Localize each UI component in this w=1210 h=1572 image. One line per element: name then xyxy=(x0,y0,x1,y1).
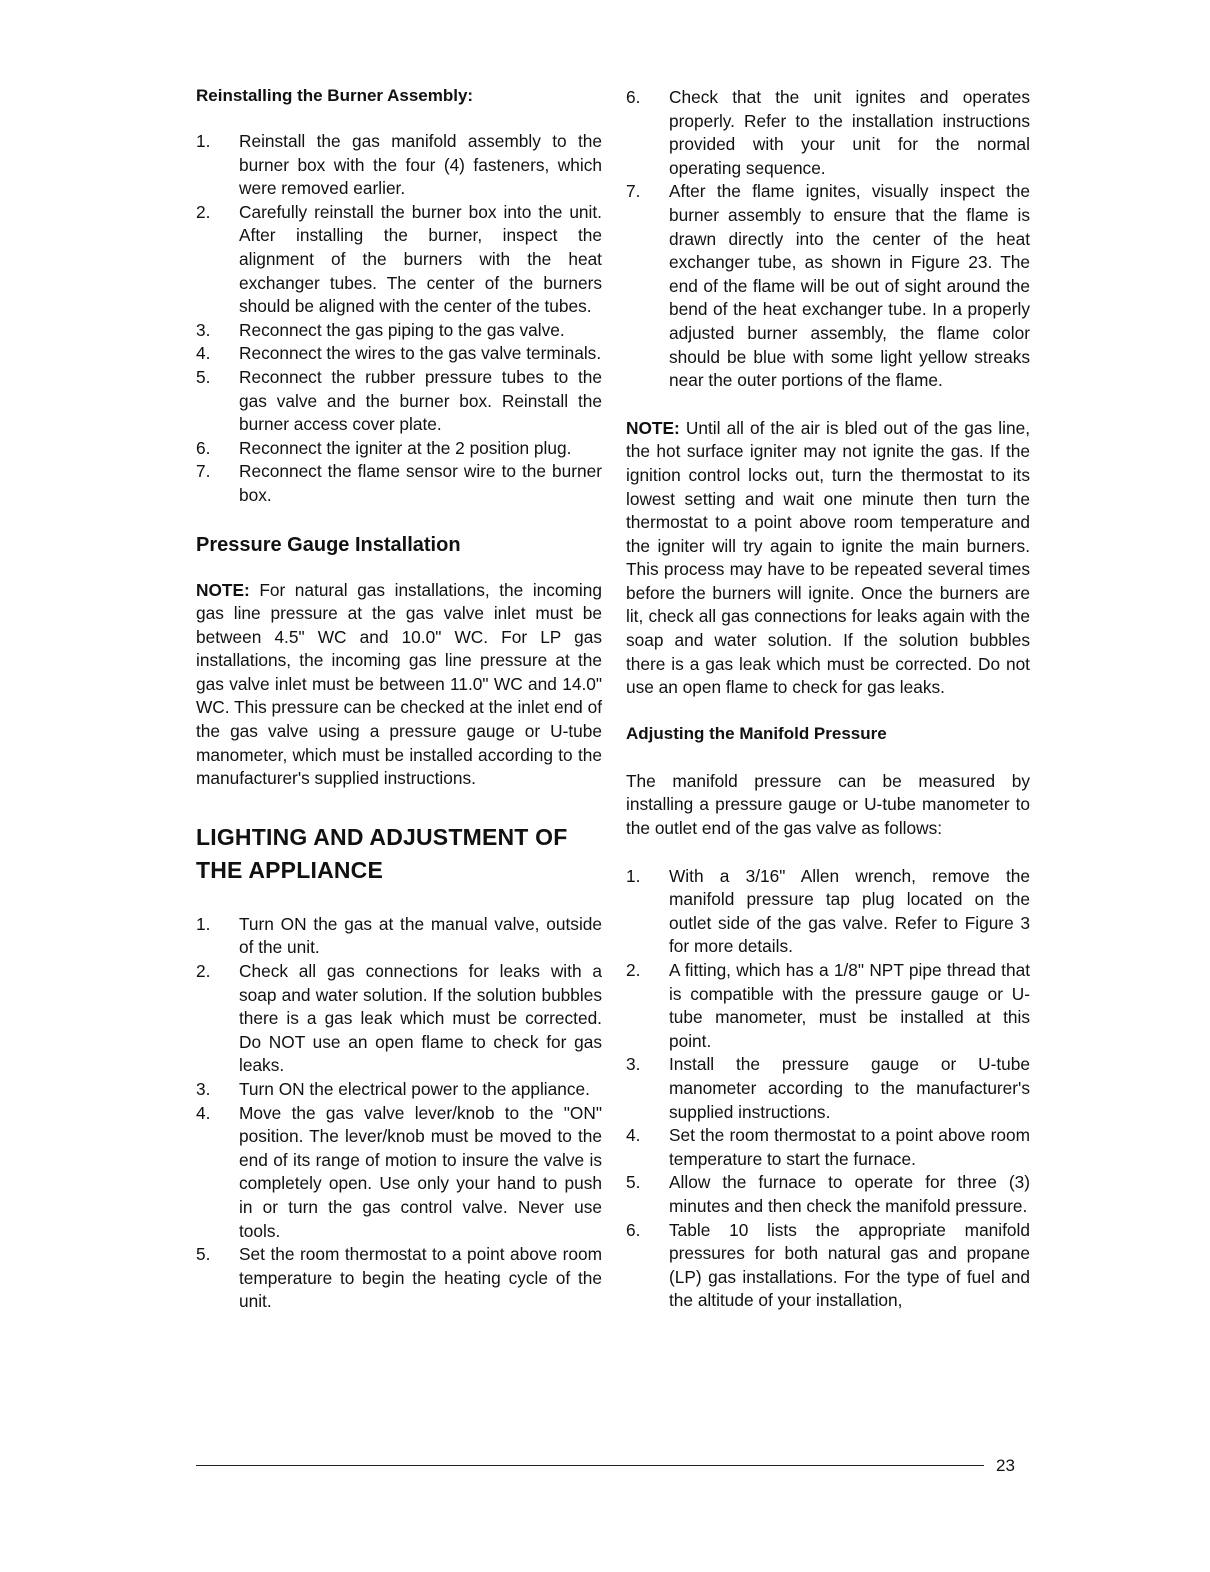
manifold-intro: The manifold pressure can be measured by installing a pressure gauge or U-tube manometer to the outlet end of the gas valve as follows: xyxy=(626,770,1030,839)
list-item xyxy=(196,366,602,437)
list-item xyxy=(626,1171,1030,1218)
list-item-number: 4. xyxy=(626,1125,641,1146)
list-item xyxy=(626,86,1030,180)
list-item-number: 5. xyxy=(626,1172,641,1193)
list-item-number: 5. xyxy=(196,1244,211,1265)
list-item-text: After the flame ignites, visually inspect the burner assembly to ensure that the flame is drawn directly into the center of the heat exchanger tube, as shown in Figure 23. The end of the flame will be out of sight around the bend of the heat exchanger tube. In a properly adjusted burner assembly, the flame color should be blue with some light yellow streaks near the outer portions of the flame. xyxy=(669,181,1030,391)
left-column xyxy=(196,86,602,1314)
reinstall-steps-list xyxy=(196,130,602,508)
list-item-number: 6. xyxy=(196,437,211,458)
lighting-heading-line1: LIGHTING AND ADJUSTMENT OF xyxy=(196,823,568,850)
list-item-number: 1. xyxy=(196,131,211,151)
igniter-note-text: Until all of the air is bled out of the gas line, the hot surface igniter may not ignite the gas. If the ignition control locks out, turn the thermostat to its lowest setting and wait one minute then turn the thermostat to a point above room temperature and the igniter will try again to ignite the main burners. This process may have to be repeated several times before the burners will ignite. Once the burners are lit, check all gas connections for leaks again with the soap and water solution. If the solution bubbles there is a gas leak which must be corrected. Do not use an open flame to check for gas leaks. xyxy=(626,417,1030,698)
list-item xyxy=(626,1053,1030,1124)
right-column xyxy=(626,86,1030,1313)
list-item-number: 2. xyxy=(626,960,641,980)
list-item xyxy=(196,1243,602,1314)
list-item-text: Reinstall the gas manifold assembly to the burner box with the four (4) fasteners, which were removed earlier. xyxy=(239,131,602,199)
list-item-number: 5. xyxy=(196,366,211,387)
list-item-text: Install the pressure gauge or U-tube manometer according to the manufacturer's supplied instructions. xyxy=(669,1054,1030,1122)
list-item-number: 3. xyxy=(196,1079,211,1099)
list-item-text: Turn ON the gas at the manual valve, outside of the unit. xyxy=(239,913,602,958)
gauge-heading: Pressure Gauge Installation xyxy=(196,533,461,556)
list-item-text: Allow the furnace to operate for three (3) minutes and then check the manifold pressure. xyxy=(669,1172,1030,1216)
list-item xyxy=(626,865,1030,959)
gauge-note-text: For natural gas installations, the incoming gas line pressure at the gas valve inlet must be between 4.5" WC and 10.0" WC. For LP gas installations, the incoming gas line pressure at the gas valve inlet must be between 11.0" WC and 14.0" WC. This pressure can be checked at the inlet end of the gas valve using a pressure gauge or U-tube manometer, which must be installed according to the manufacturer's supplied instructions. xyxy=(196,579,603,789)
list-item-number: 7. xyxy=(196,461,211,482)
list-item-text: Check all gas connections for leaks with a soap and water solution. If the solution bubbles there is a gas leak which must be corrected. Do NOT use an open flame to check for gas leaks. xyxy=(239,961,602,1076)
list-item xyxy=(196,1102,602,1244)
list-item-number: 6. xyxy=(626,87,641,107)
igniter-note-label: NOTE: xyxy=(626,417,680,438)
list-item-number: 4. xyxy=(196,343,211,364)
list-item xyxy=(196,201,602,319)
list-item xyxy=(196,319,602,343)
continued-steps-list xyxy=(626,86,1030,393)
igniter-note xyxy=(626,417,1030,700)
list-item-text: A fitting, which has a 1/8" NPT pipe thread that is compatible with the pressure gauge or U-tube manometer, must be installed at this point. xyxy=(669,960,1030,1051)
list-item-number: 1. xyxy=(196,913,211,934)
lighting-heading xyxy=(196,821,602,887)
list-item xyxy=(626,1124,1030,1171)
list-item xyxy=(196,130,602,201)
lighting-steps-list xyxy=(196,913,602,1314)
list-item-text: Reconnect the rubber pressure tubes to the gas valve and the burner box. Reinstall the burner access cover plate. xyxy=(239,366,602,435)
list-item-number: 7. xyxy=(626,181,641,202)
list-item-text: Carefully reinstall the burner box into the unit. After installing the burner, inspect the alignment of the burners with the heat exchanger tubes. The center of the burners should be aligned with the center of the tubes. xyxy=(239,201,602,317)
list-item-number: 3. xyxy=(626,1054,641,1075)
list-item xyxy=(196,437,602,461)
list-item-number: 2. xyxy=(196,201,211,222)
list-item xyxy=(196,460,602,507)
list-item-text: Move the gas valve lever/knob to the "ON" position. The lever/knob must be moved to the end of its range of motion to insure the valve is completely open. Use only your hand to push in or turn the gas control valve. Never use tools. xyxy=(239,1102,602,1241)
list-item xyxy=(196,342,602,366)
footer-rule xyxy=(196,1465,984,1466)
reinstall-heading: Reinstalling the Burner Assembly: xyxy=(196,86,474,105)
list-item-text: Table 10 lists the appropriate manifold pressures for both natural gas and propane (LP) gas installations. For the type of fuel and the altitude of your installation, xyxy=(669,1219,1030,1311)
list-item-text: With a 3/16" Allen wrench, remove the manifold pressure tap plug located on the outlet side of the gas valve. Refer to Figure 3 for more details. xyxy=(669,865,1030,957)
list-item-text: Set the room thermostat to a point above room temperature to begin the heating cycle of the unit. xyxy=(239,1244,602,1312)
list-item xyxy=(626,180,1030,392)
list-item-number: 6. xyxy=(626,1219,641,1240)
list-item-text: Reconnect the flame sensor wire to the burner box. xyxy=(239,461,602,505)
list-item-text: Set the room thermostat to a point above room temperature to start the furnace. xyxy=(669,1125,1030,1169)
gauge-note-label: NOTE: xyxy=(196,579,250,600)
list-item xyxy=(196,1078,602,1102)
gauge-note xyxy=(196,579,602,791)
list-item-number: 2. xyxy=(196,961,211,982)
list-item-text: Check that the unit ignites and operates properly. Refer to the installation instructions provided with your unit for the normal operating sequence. xyxy=(669,87,1030,178)
list-item-number: 4. xyxy=(196,1102,211,1123)
list-item xyxy=(626,959,1030,1053)
list-item-number: 1. xyxy=(626,865,641,886)
manifold-steps-list xyxy=(626,865,1030,1313)
list-item xyxy=(196,960,602,1078)
list-item-text: Reconnect the gas piping to the gas valve. xyxy=(239,319,565,340)
list-item-text: Reconnect the igniter at the 2 position plug. xyxy=(239,437,572,458)
list-item xyxy=(626,1219,1030,1313)
list-item-text: Turn ON the electrical power to the appliance. xyxy=(239,1079,590,1099)
manifold-heading: Adjusting the Manifold Pressure xyxy=(626,723,887,743)
list-item-number: 3. xyxy=(196,319,211,340)
list-item xyxy=(196,913,602,960)
list-item-text: Reconnect the wires to the gas valve terminals. xyxy=(239,343,602,364)
page-number: 23 xyxy=(996,1456,1015,1475)
lighting-heading-line2: THE APPLIANCE xyxy=(196,856,384,883)
